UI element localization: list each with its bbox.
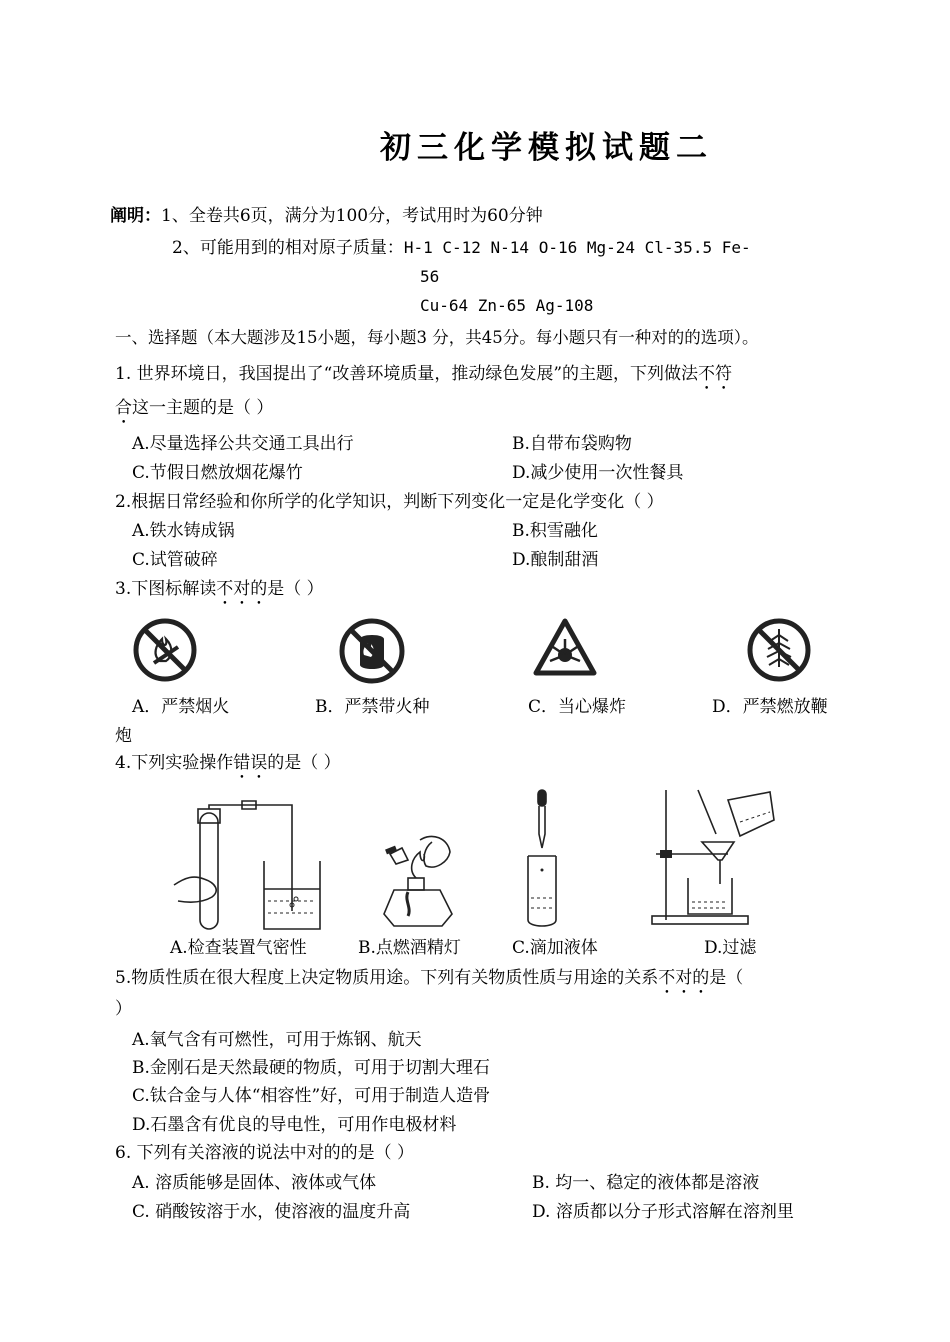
q3-option-a: A．严禁烟火 — [132, 697, 230, 717]
q5-stem-wrap: ） — [115, 999, 132, 1019]
q4-option-b: B.点燃酒精灯 — [358, 938, 461, 958]
notes-text-2: 2、可能用到的相对原子质量： — [172, 238, 404, 258]
q4-emphasis: 错误 — [233, 753, 268, 773]
q3-option-d: D．严禁燃放鞭 — [712, 697, 828, 717]
no-firecrackers-sign-icon — [746, 617, 812, 683]
page-title: 初三化学模拟试题二 — [380, 130, 713, 166]
atomic-masses-1: H-1 C-12 N-14 O-16 Mg-24 Cl-35.5 Fe- — [403, 238, 751, 257]
q1-emphasis-2: 合 — [115, 398, 132, 418]
q2-option-a: A.铁水铸成锅 — [132, 521, 235, 541]
q5-option-b: B.金刚石是天然最硬的物质，可用于切割大理石 — [132, 1058, 490, 1078]
q5-stem-text-2: 是（ — [709, 968, 744, 988]
q4-stem — [115, 752, 341, 783]
q2-option-b: B.积雪融化 — [512, 521, 598, 541]
q5-emphasis: 不对的 — [658, 968, 710, 988]
q5-stem — [115, 967, 743, 998]
q3-option-d-wrap: 炮 — [115, 726, 132, 746]
filtration-setup-icon — [652, 790, 776, 930]
q2-option-c: C.试管破碎 — [132, 550, 218, 570]
alcohol-lamp-ignite-icon — [380, 830, 456, 930]
no-fire-carrying-sign-icon — [338, 617, 406, 685]
q6-stem: 6. 下列有关溶液的说法中对的的是（ ） — [115, 1143, 415, 1163]
q3-stem-text-2: 是（ ） — [267, 579, 324, 599]
q5-option-c: C.钛合金与人体“相容性”好，可用于制造人造骨 — [132, 1086, 491, 1106]
q1-option-b: B.自带布袋购物 — [512, 434, 632, 454]
q4-option-a: A.检查装置气密性 — [170, 938, 307, 958]
q1-stem-cont — [115, 397, 273, 428]
dropper-test-tube-icon — [522, 790, 562, 930]
q6-option-a: A. 溶质能够是固体、液体或气体 — [132, 1173, 377, 1193]
q3-stem-text: 3.下图标解读 — [115, 579, 217, 599]
airtightness-check-icon — [172, 805, 322, 933]
q3-stem — [115, 578, 324, 609]
q1-option-d: D.减少使用一次性餐具 — [512, 463, 684, 483]
q6-option-b: B. 均一、稳定的液体都是溶液 — [532, 1173, 760, 1193]
notes-label: 阐明： — [110, 206, 161, 226]
notes-line-2 — [172, 237, 751, 259]
q5-option-a: A.氧气含有可燃性，可用于炼钢、航天 — [132, 1030, 422, 1050]
q2-option-d: D.酿制甜酒 — [512, 550, 599, 570]
q5-option-d: D.石墨含有优良的导电性，可用作电极材料 — [132, 1115, 457, 1135]
q1-stem — [115, 363, 732, 394]
q2-stem: 2.根据日常经验和你所学的化学知识，判断下列变化一定是化学变化（ ） — [115, 492, 664, 512]
q6-option-d: D. 溶质都以分子形式溶解在溶剂里 — [532, 1202, 794, 1222]
q3-emphasis: 不对的 — [216, 579, 268, 599]
q3-option-c: C．当心爆炸 — [528, 697, 627, 717]
q4-option-d: D.过滤 — [704, 938, 757, 958]
q1-option-c: C.节假日燃放烟花爆竹 — [132, 463, 303, 483]
notes-text-1: 1、全卷共6页，满分为100分，考试用时为60分钟 — [161, 206, 543, 226]
q1-emphasis-1: 不符 — [698, 364, 733, 384]
q5-stem-text: 5.物质性质在很大程度上决定物质用途。下列有关物质性质与用途的关系 — [115, 968, 659, 988]
explosion-warning-sign-icon — [532, 617, 598, 679]
atomic-masses-3: Cu-64 Zn-65 Ag-108 — [420, 296, 594, 315]
q1-stem-text: 1. 世界环境日，我国提出了“改善环境质量，推动绿色发展”的主题，下列做法 — [115, 364, 699, 384]
q6-option-c: C. 硝酸铵溶于水，使溶液的温度升高 — [132, 1202, 411, 1222]
q4-option-c: C.滴加液体 — [512, 938, 598, 958]
q1-stem-text-2: 这一主题的是（ ） — [132, 398, 274, 418]
atomic-masses-2: 56 — [420, 267, 440, 286]
q1-option-a: A.尽量选择公共交通工具出行 — [132, 434, 354, 454]
no-fire-sign-icon — [132, 617, 198, 683]
section-heading: 一、选择题（本大题涉及15小题，每小题3 分，共45分。每小题只有一种对的的选项）。 — [115, 328, 759, 347]
notes-line-1 — [110, 205, 543, 227]
q4-stem-text-2: 的是（ ） — [267, 753, 341, 773]
q4-stem-text: 4.下列实验操作 — [115, 753, 234, 773]
q3-option-b: B．严禁带火种 — [315, 697, 430, 717]
